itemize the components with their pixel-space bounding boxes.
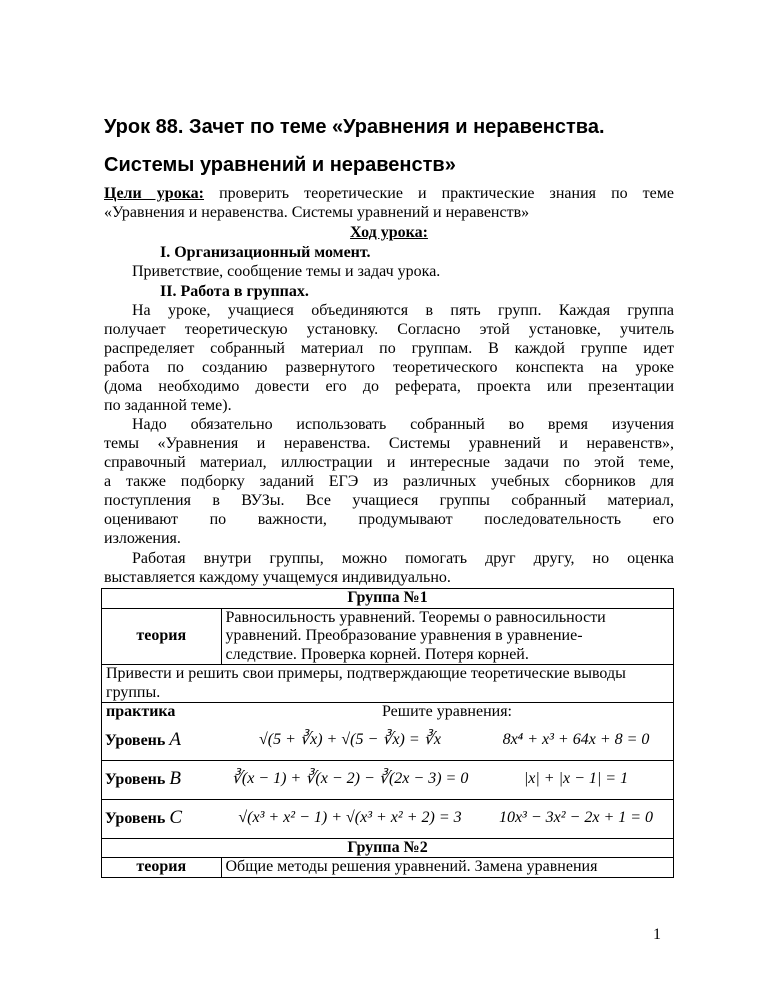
para1-line: (дома необходимо довести его до реферата, проекта или презентации <box>104 378 674 395</box>
course-heading: Ход урока: <box>350 224 428 241</box>
equation-a1: √(5 + ∛x) + √(5 − ∛x) = ∛x <box>221 722 479 761</box>
para2-line: справочный материал, иллюстрации и интересные задачи по этой теме, <box>104 454 674 471</box>
level-b-label: Уровень B <box>102 760 222 799</box>
goals-label: Цели урока: <box>104 185 205 202</box>
goals-line2: «Уравнения и неравенства. Системы уравнений и неравенств» <box>104 204 530 221</box>
para1-line: На уроке, учащиеся объединяются в пять групп. Каждая группа <box>132 302 674 319</box>
para1-line: работа по созданию развернутого теоретического конспекта на уроке <box>104 359 674 376</box>
equation-c1: √(x³ + x² − 1) + √(x³ + x² + 2) = 3 <box>221 799 479 838</box>
para1-line: получает теоретическую установку. Согласно этой установке, учитель <box>104 321 674 338</box>
group1-task: Привести и решить свои примеры, подтверждающие теоретические выводы группы. <box>102 665 674 703</box>
group2-theory-label: теория <box>102 858 222 878</box>
practice-label: практика <box>102 703 222 722</box>
para2-line: темы «Уравнения и неравенства. Системы уравнений и неравенств», <box>104 435 674 452</box>
equation-b2: |x| + |x − 1| = 1 <box>479 760 674 799</box>
goals-line1 <box>104 185 674 204</box>
level-a-label: Уровень A <box>102 722 222 761</box>
goals-text-1: проверить теоретические и практические знания по теме <box>204 185 675 202</box>
para2-line: изложения. <box>104 530 181 547</box>
para3-line: выставляется каждому учащемуся индивидуально. <box>104 569 451 586</box>
equation-a2: 8x⁴ + x³ + 64x + 8 = 0 <box>479 722 674 761</box>
section1-heading: I. Организационный момент. <box>160 244 371 261</box>
para3-line: Работая внутри группы, можно помогать друг другу, но оценка <box>132 550 674 567</box>
para1-line: по заданной теме). <box>104 397 232 414</box>
lesson-title-line1: Урок 88. Зачет по теме «Уравнения и неравенства. <box>104 116 605 138</box>
para2-line: поступления в ВУЗы. Все учащиеся группы собранный материал, <box>104 492 674 509</box>
para2-line: оценивают по важности, продумывают последовательность его <box>104 511 674 528</box>
group1-title: Группа №1 <box>102 589 674 609</box>
equation-b1: ∛(x − 1) + ∛(x − 2) − ∛(2x − 3) = 0 <box>221 760 479 799</box>
section1-text: Приветствие, сообщение темы и задач урока. <box>132 263 441 280</box>
equation-c2: 10x³ − 3x² − 2x + 1 = 0 <box>479 799 674 838</box>
group2-title: Группа №2 <box>102 838 674 858</box>
group1-theory-label: теория <box>102 608 222 665</box>
solve-label: Решите уравнения: <box>221 703 674 722</box>
page-number: 1 <box>653 926 661 943</box>
para2-line: а также подборку заданий ЕГЭ из различных учебных сборников для <box>104 473 674 490</box>
level-c-label: Уровень C <box>102 799 222 838</box>
section2-heading: II. Работа в группах. <box>160 283 309 300</box>
lesson-title-line2: Системы уравнений и неравенств» <box>104 154 456 176</box>
para2-line: Надо обязательно использовать собранный во время изучения <box>132 416 674 433</box>
group2-theory-text: Общие методы решения уравнений. Замена уравнения <box>221 858 674 878</box>
groups-table <box>101 588 674 878</box>
para1-line: распределяет собранный материал по группам. В каждой группе идет <box>104 340 674 357</box>
group1-theory-text: Равносильность уравнений. Теоремы о равносильности уравнений. Преобразование уравнения в уравнение- следствие. Проверка корней. Потеря корней. <box>221 608 674 665</box>
